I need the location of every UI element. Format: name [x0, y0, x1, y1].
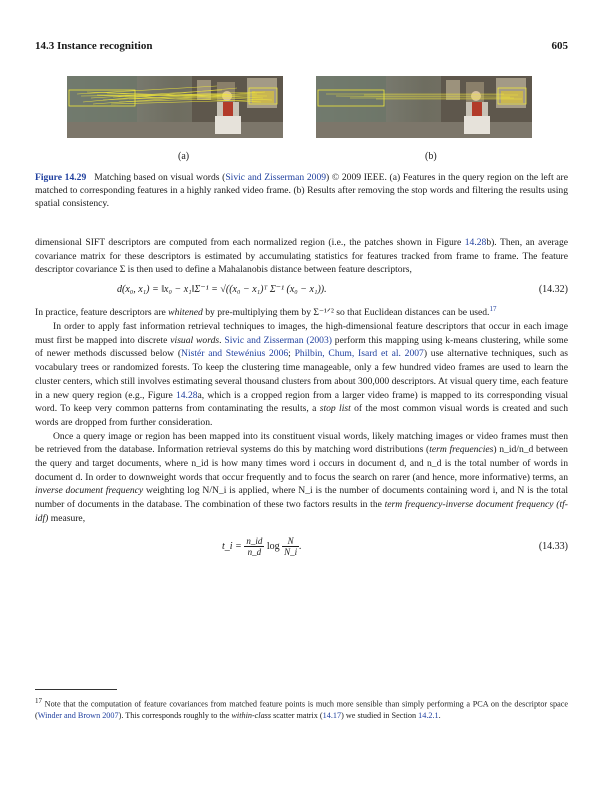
figure-image-a: [67, 76, 283, 138]
footnote-ref-link[interactable]: 17: [489, 305, 497, 314]
subfigure-label-a: (a): [178, 151, 190, 162]
p3-text-d: ;: [288, 348, 295, 360]
paragraph-3: [35, 320, 568, 430]
footnote-emphasis: within-class: [231, 711, 272, 721]
paragraph-1: [35, 236, 568, 277]
p3-text-c: perform this mapping using k-means clustering, while some of newer methods discussed below (: [35, 334, 569, 360]
citation-link-sivic-2003[interactable]: Sivic and Zisserman (2003): [224, 334, 332, 346]
paragraph-4: [35, 430, 568, 526]
section-title: 14.3 Instance recognition: [35, 40, 153, 52]
equation-ref-link[interactable]: 14.17: [322, 711, 342, 721]
section-ref-link[interactable]: 14.2.1: [418, 711, 439, 721]
equation-14-32-number: (14.32): [538, 284, 568, 296]
eq2-frac1-numerator: n_id: [246, 535, 263, 546]
figure-image-b: [316, 76, 532, 138]
equation-14-33-body: [222, 536, 302, 557]
footnote-text-e: .: [438, 711, 441, 721]
footnote-rule: [35, 689, 117, 690]
eq2-fraction-2: [282, 536, 299, 557]
eq2-fraction-1: [244, 536, 264, 557]
p4-emphasis-3: term frequency-inverse document frequency (tf-idf): [35, 499, 568, 524]
paragraph-2: [35, 303, 568, 320]
running-header: [35, 40, 568, 54]
footnote-text-a: Note that the computation of feature covariances from matched feature points is much more sensible than simply performing a PCA on the descriptor space (: [35, 699, 568, 721]
p4-text-c: weighting log N/N_i is applied, where N_i is the number of documents containing word i, and N is the total number of documents in the database. The combination of these two factors results in the: [35, 485, 569, 511]
p1-text-b: b). Then, an average covariance matrix for these descriptors is estimated by accumulating statistics for features tracked from frame to frame. The feature descriptor covariance Σ is then used to define a Mahalanobis distance between feature descriptors,: [35, 237, 568, 276]
p1-text-a: dimensional SIFT descriptors are computed from each normalized region (i.e., the patches shown in Figure: [35, 237, 465, 248]
p3-text-e: ) use alternative techniques, such as vocabulary trees or randomized forests. To keep the clustering time manageable, only a few hundred video frames are used to learn the cluster centers, which still involves estimating several thousand clusters from about 300,000 descriptors. At visual query time, each feature in a new query region (e.g., Figure: [35, 348, 568, 401]
p3-emphasis-2: stop list: [319, 403, 351, 415]
subfigure-label-b: (b): [425, 151, 437, 162]
equation-14-32-body: d(x₀, x₁) = ‖x₀ − x₁‖Σ⁻¹ = √((x₀ − x₁)ᵀ Σ⁻¹ (x₀ − x₁)).: [117, 284, 327, 296]
citation-link-nister-2006[interactable]: Nistér and Stewénius 2006: [181, 348, 289, 360]
citation-link-philbin-2007[interactable]: Philbin, Chum, Isard et al. 2007: [294, 348, 424, 360]
equation-14-32: [35, 280, 568, 300]
p2-text-a: In practice, feature descriptors are: [35, 307, 169, 319]
caption-text-1: Matching based on visual words (: [94, 172, 226, 183]
footnote-text-c: scatter matrix (: [271, 711, 323, 721]
body-text: [35, 236, 568, 568]
page-number: 605: [551, 40, 568, 52]
p3-emphasis: visual words: [170, 334, 220, 346]
p4-emphasis-1: term frequencies: [429, 444, 494, 456]
footnote-text-d: ) we studied in Section: [341, 711, 419, 721]
figure-ref-link[interactable]: 14.28: [464, 237, 487, 248]
p4-text-a: Once a query image or region has been mapped into its constituent visual words, likely matching images or video frames must then be retrieved from the database. Information retrieval systems do this by matching word distributions (: [35, 430, 568, 456]
p3-text-f: a, which is a cropped region from a larger video frame) is mapped to its corresponding visual word. To keep very common patterns from contaminating the results, a: [35, 389, 568, 415]
eq2-frac2-numerator: N: [282, 536, 299, 547]
caption-citation-link[interactable]: Sivic and Zisserman 2009: [225, 172, 327, 183]
figure-number: Figure 14.29: [35, 172, 87, 183]
p2-text-b: by pre-multiplying them by Σ⁻¹ᐟ² so that Euclidean distances can be used.: [202, 307, 490, 319]
eq2-end: .: [299, 540, 302, 552]
p3-text-a: In order to apply fast information retrieval techniques to images, the high-dimensional feature descriptors that occur in each image must first be mapped into discrete: [35, 321, 568, 346]
p3-text-g: of the most common visual words is created and such words are dropped from further consideration.: [35, 403, 568, 428]
footnote-mark: 17: [35, 697, 42, 705]
eq2-lhs: t_i =: [222, 540, 242, 552]
footnote-text-b: ). This corresponds roughly to the: [118, 711, 232, 721]
equation-14-33-number: (14.33): [538, 540, 568, 552]
figure-caption: [35, 171, 568, 210]
p2-emphasis: whitened: [168, 307, 203, 319]
equation-14-33: [35, 530, 568, 562]
footnote-citation-link[interactable]: Winder and Brown 2007: [37, 711, 119, 721]
eq2-log: log: [266, 540, 280, 552]
p4-text-b: ) n_id/n_d between the query and target documents, where n_id is how many times word i occurs in document d, and n_d is the total number of words in document d. In order to downweight words that occur frequently and to focus the search on rarer (and hence, more informative) terms, an: [35, 444, 568, 483]
eq2-frac1-denominator: n_d: [247, 546, 262, 557]
eq2-frac2-denominator: N_i: [284, 546, 298, 557]
caption-text-2: ) © 2009 IEEE. (a) Features in the query region on the left are matched to corresponding features in a highly ranked video frame. (b) Results after removing the stop words and filtering the results using spatial consistency.: [35, 172, 568, 209]
p4-text-d: measure,: [48, 512, 86, 524]
p4-emphasis-2: inverse document frequency: [35, 485, 144, 497]
p3-text-b: .: [219, 334, 225, 346]
footnote-17: [35, 696, 568, 722]
figure-ref-link-2[interactable]: 14.28: [175, 389, 198, 401]
